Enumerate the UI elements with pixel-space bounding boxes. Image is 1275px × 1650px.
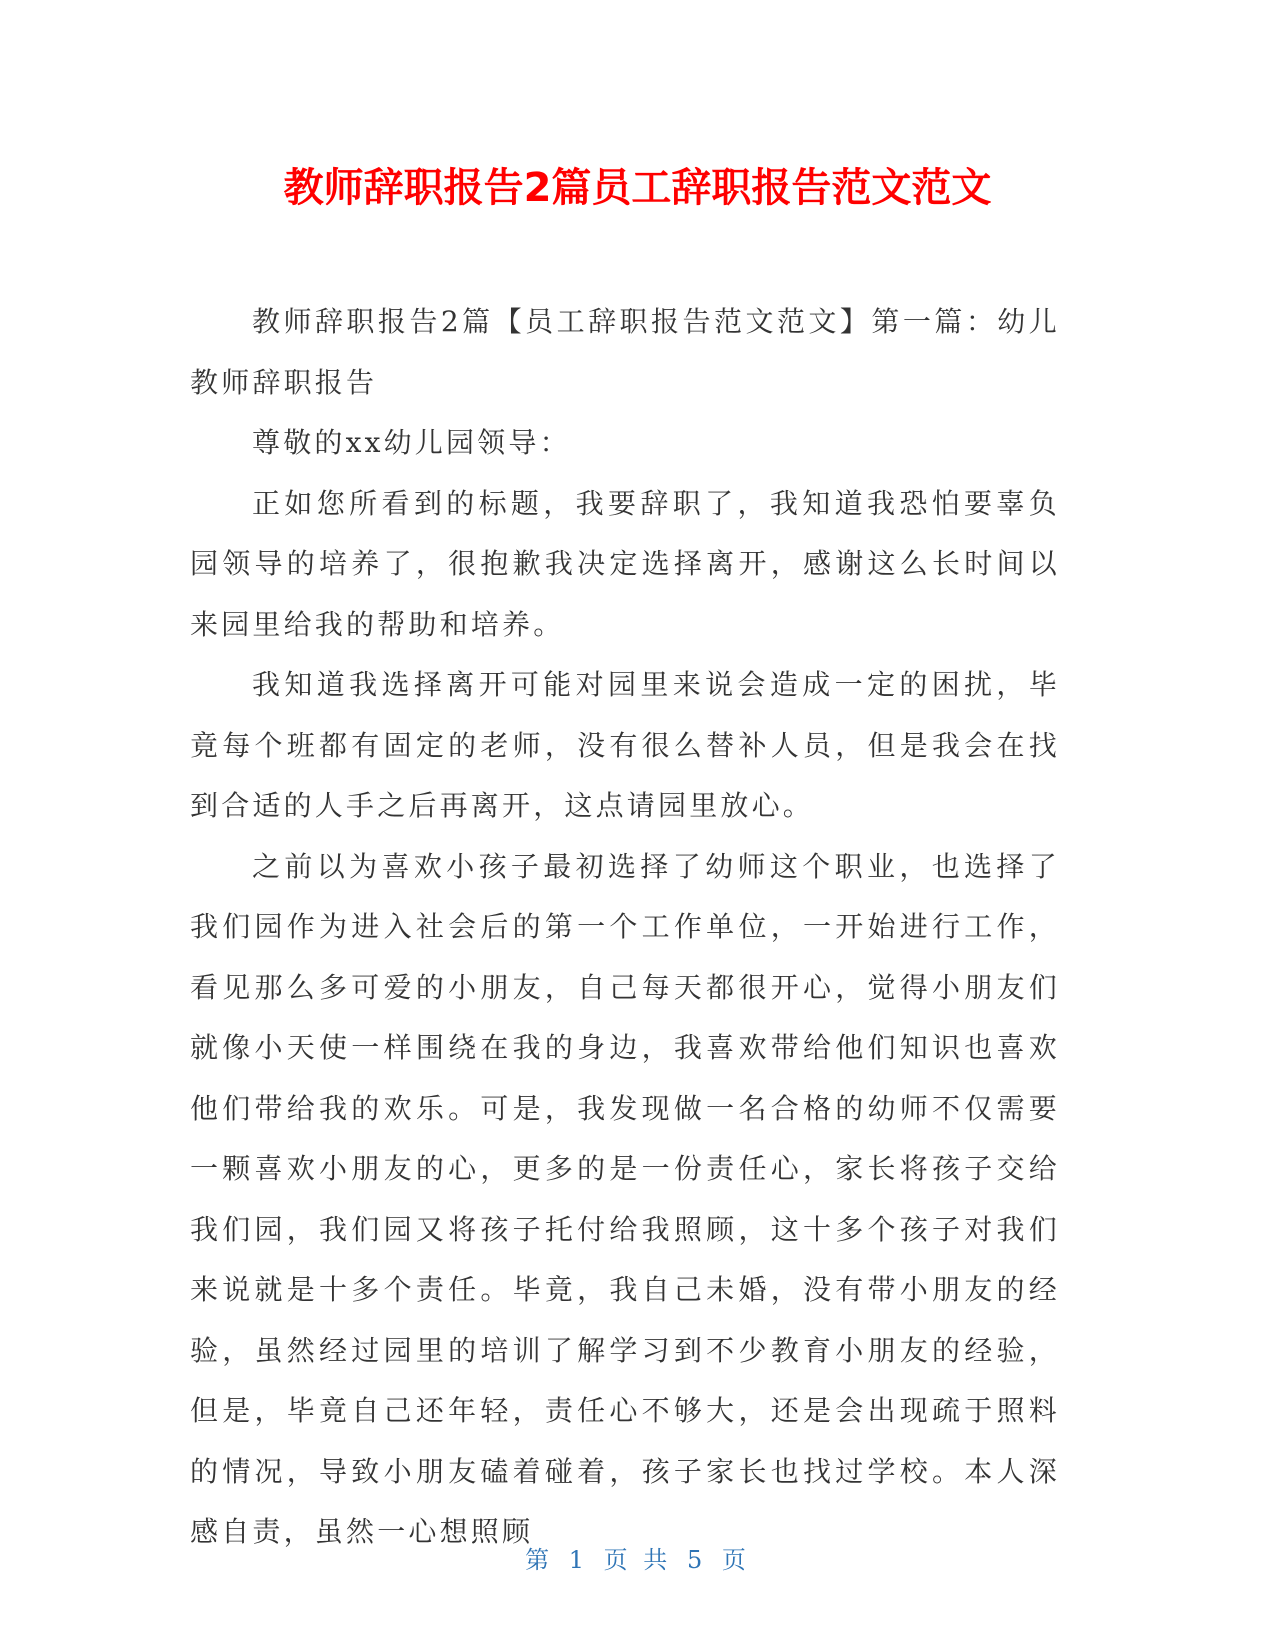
footer-middle: 页 共 <box>603 1546 672 1574</box>
footer-suffix: 页 <box>721 1546 750 1574</box>
paragraph-salutation: 尊敬的xx幼儿园领导： <box>252 426 571 459</box>
paragraph: 正如您所看到的标题，我要辞职了，我知道我恐怕要辜负园领导的培养了，很抱歉我决定选择离开，感谢这么长时间以来园里给我的帮助和培养。 <box>190 486 1060 641</box>
footer-prefix: 第 <box>525 1546 554 1574</box>
document-body <box>190 292 1060 1563</box>
paragraph: 之前以为喜欢小孩子最初选择了幼师这个职业，也选择了我们园作为进入社会后的第一个工作单位，一开始进行工作，看见那么多可爱的小朋友，自己每天都很开心，觉得小朋友们就像小天使一样围绕在我的身边，我喜欢带给他们知识也喜欢他们带给我的欢乐。可是，我发现做一名合格的幼师不仅需要一颗喜欢小朋友的心，更多的是一份责任心，家长将孩子交给我们园，我们园又将孩子托付给我照顾，这十多个孩子对我们来说就是十多个责任。毕竟，我自己未婚，没有带小朋友的经验，虽然经过园里的培训了解学习到不少教育小朋友的经验，但是，毕竟自己还年轻，责任心不够大，还是会出现疏于照料的情况，导致小朋友磕着碰着，孩子家长也找过学校。本人深感自责，虽然一心想照顾 <box>190 849 1060 1548</box>
footer-page-number: 1 <box>568 1546 589 1574</box>
document-title: 教师辞职报告2篇员工辞职报告范文范文 <box>283 165 992 211</box>
page-footer <box>0 1540 1275 1575</box>
paragraph-heading: 教师辞职报告2篇【员工辞职报告范文范文】第一篇：幼儿教师辞职报告 <box>190 305 1060 399</box>
footer-total-pages: 5 <box>686 1546 707 1574</box>
paragraph: 我知道我选择离开可能对园里来说会造成一定的困扰，毕竟每个班都有固定的老师，没有很么替补人员，但是我会在找到合适的人手之后再离开，这点请园里放心。 <box>190 668 1060 822</box>
